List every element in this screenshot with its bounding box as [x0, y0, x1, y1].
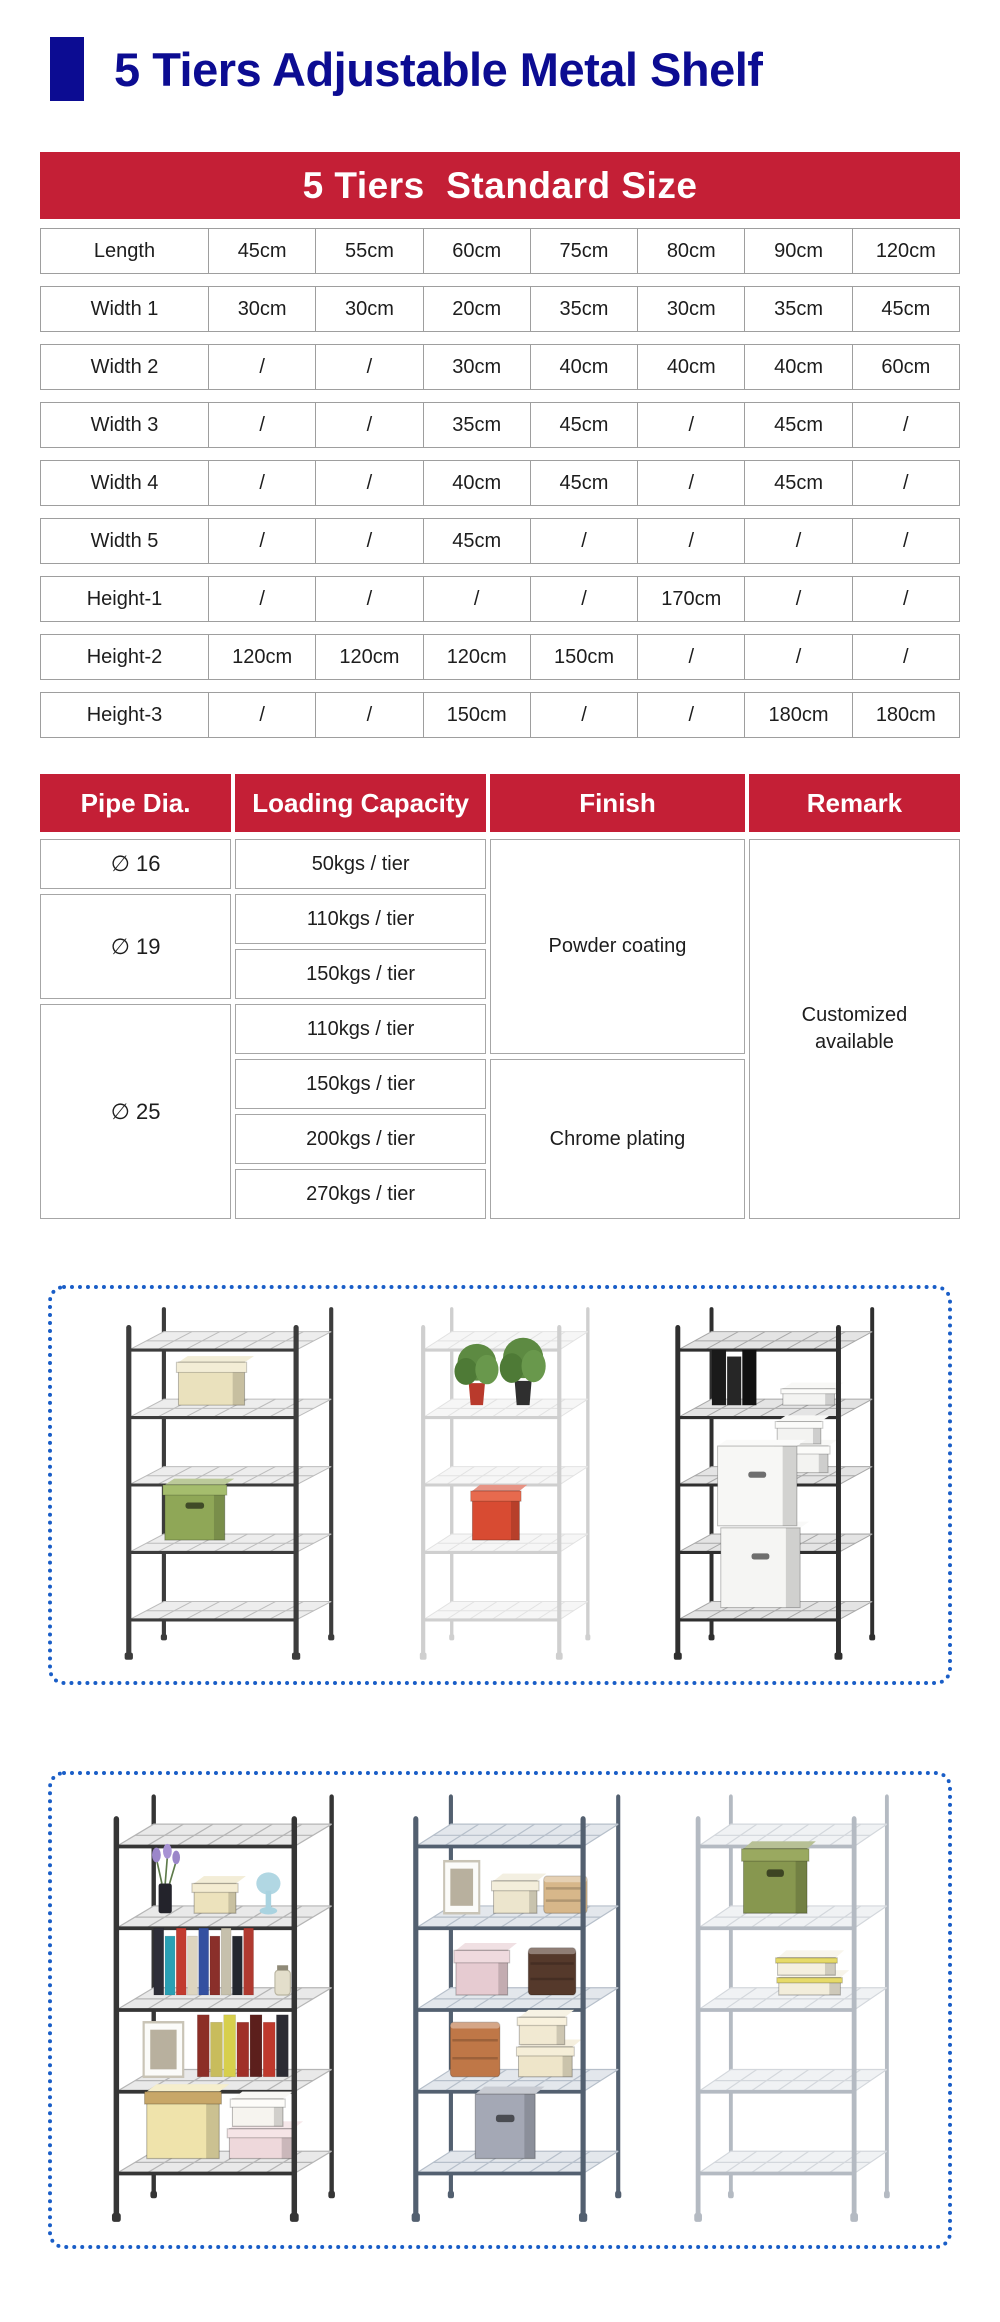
size-cell: 75cm — [530, 229, 637, 273]
size-row-label: Width 2 — [90, 355, 159, 378]
size-cell: / — [530, 577, 637, 621]
shelf-photo-gunmetal-baskets-image — [391, 1787, 643, 2233]
size-cell: / — [744, 635, 851, 679]
size-cell: / — [637, 403, 744, 447]
size-cell: 90cm — [744, 229, 851, 273]
size-cell: 35cm — [744, 287, 851, 331]
size-cell: 150cm — [530, 635, 637, 679]
size-cell: 40cm — [530, 345, 637, 389]
size-cell: 40cm — [423, 461, 530, 505]
size-cell: 45cm — [530, 403, 637, 447]
shelf-photo-chrome-image — [675, 1787, 910, 2233]
size-cell: 45cm — [530, 461, 637, 505]
size-cell: 170cm — [637, 577, 744, 621]
size-cell: / — [852, 635, 959, 679]
pipe-dia-cell: ∅ 19 — [40, 894, 231, 999]
page-title: 5 Tiers Adjustable Metal Shelf — [114, 42, 763, 96]
gallery-box-1 — [48, 1285, 952, 1685]
spec-table-header — [40, 774, 960, 832]
size-table — [40, 152, 960, 738]
size-cell: / — [208, 345, 315, 389]
size-table-row — [40, 286, 960, 332]
size-row-label: Width 3 — [90, 413, 159, 436]
remark-cell: Customized available — [749, 839, 960, 1219]
size-cell: 60cm — [423, 229, 530, 273]
capacity-cell: 50kgs / tier — [235, 839, 486, 889]
size-table-row — [40, 634, 960, 680]
size-cell: 120cm — [852, 229, 959, 273]
spec-header-cell: Loading Capacity — [235, 774, 486, 832]
size-table-banner: 5 Tiers Standard Size — [40, 152, 960, 219]
size-cell: 35cm — [530, 287, 637, 331]
size-cell: 30cm — [208, 287, 315, 331]
size-cell: / — [530, 693, 637, 737]
size-cell: / — [530, 519, 637, 563]
size-cell: 55cm — [315, 229, 422, 273]
shelf-photo-dark-storage-image — [654, 1301, 896, 1669]
size-row-label: Width 5 — [90, 529, 159, 552]
page-header — [50, 36, 1000, 102]
size-cell: / — [852, 403, 959, 447]
size-row-label: Width 1 — [90, 297, 159, 320]
size-cell: / — [315, 345, 422, 389]
shelf-photo-chrome — [675, 1787, 910, 2233]
size-table-row — [40, 344, 960, 390]
size-cell: 120cm — [315, 635, 422, 679]
size-cell: / — [637, 693, 744, 737]
spec-table — [40, 774, 960, 1219]
capacity-cell: 110kgs / tier — [235, 1004, 486, 1054]
finish-cell: Chrome plating — [490, 1059, 745, 1219]
size-cell: / — [423, 577, 530, 621]
capacity-cell: 110kgs / tier — [235, 894, 486, 944]
size-cell: / — [315, 461, 422, 505]
size-cell: / — [637, 519, 744, 563]
size-row-label: Height-3 — [86, 703, 163, 726]
size-cell: 45cm — [208, 229, 315, 273]
size-cell: 45cm — [744, 461, 851, 505]
pipe-dia-cell: ∅ 16 — [40, 839, 231, 889]
size-cell: 180cm — [852, 693, 959, 737]
size-cell: / — [852, 519, 959, 563]
size-cell: 45cm — [852, 287, 959, 331]
shelf-photo-dark-storage — [654, 1301, 896, 1669]
spec-header-cell: Remark — [749, 774, 960, 832]
product-sheet — [0, 36, 1000, 2249]
finish-cell: Powder coating — [490, 839, 745, 1054]
shelf-photo-black-bookshelf-image — [90, 1787, 358, 2233]
capacity-cell: 150kgs / tier — [235, 949, 486, 999]
size-cell: 30cm — [637, 287, 744, 331]
size-cell: 180cm — [744, 693, 851, 737]
gallery-box-2 — [48, 1771, 952, 2249]
size-cell: / — [315, 403, 422, 447]
size-cell: / — [744, 577, 851, 621]
size-cell: / — [208, 693, 315, 737]
shelf-photo-black-boxes — [104, 1301, 356, 1669]
size-cell: / — [637, 461, 744, 505]
size-cell: / — [208, 403, 315, 447]
size-table-row — [40, 228, 960, 274]
size-table-row — [40, 518, 960, 564]
size-cell: / — [637, 635, 744, 679]
capacity-cell: 270kgs / tier — [235, 1169, 486, 1219]
size-cell: 40cm — [744, 345, 851, 389]
size-row-label: Height-2 — [86, 645, 163, 668]
size-cell: / — [208, 577, 315, 621]
size-cell: / — [852, 461, 959, 505]
size-cell: 120cm — [208, 635, 315, 679]
spec-table-body — [40, 839, 960, 1219]
size-cell: 20cm — [423, 287, 530, 331]
size-cell: / — [315, 519, 422, 563]
size-cell: 30cm — [315, 287, 422, 331]
title-accent-block — [50, 37, 84, 101]
shelf-photo-black-boxes-image — [104, 1301, 356, 1669]
size-table-row — [40, 402, 960, 448]
capacity-cell: 150kgs / tier — [235, 1059, 486, 1109]
size-cell: / — [852, 577, 959, 621]
size-row-label: Width 4 — [90, 471, 159, 494]
spec-header-cell: Finish — [490, 774, 745, 832]
product-gallery — [48, 1285, 952, 2249]
shelf-photo-white-plants — [403, 1301, 608, 1669]
size-row-label: Length — [93, 239, 156, 262]
size-cell: 60cm — [852, 345, 959, 389]
shelf-photo-gunmetal-baskets — [391, 1787, 643, 2233]
size-cell: / — [208, 461, 315, 505]
size-cell: 30cm — [423, 345, 530, 389]
size-table-rows — [40, 228, 960, 738]
size-table-row — [40, 692, 960, 738]
size-cell: 40cm — [637, 345, 744, 389]
size-cell: / — [315, 693, 422, 737]
size-cell: / — [744, 519, 851, 563]
size-cell: / — [208, 519, 315, 563]
size-row-label: Height-1 — [86, 587, 163, 610]
shelf-photo-black-bookshelf — [90, 1787, 358, 2233]
size-cell: 45cm — [423, 519, 530, 563]
capacity-cell: 200kgs / tier — [235, 1114, 486, 1164]
size-cell: 45cm — [744, 403, 851, 447]
size-cell: 80cm — [637, 229, 744, 273]
size-table-row — [40, 576, 960, 622]
size-table-row — [40, 460, 960, 506]
size-cell: 120cm — [423, 635, 530, 679]
size-cell: / — [315, 577, 422, 621]
size-cell: 35cm — [423, 403, 530, 447]
shelf-photo-white-plants-image — [403, 1301, 608, 1669]
size-cell: 150cm — [423, 693, 530, 737]
spec-header-cell: Pipe Dia. — [40, 774, 231, 832]
pipe-dia-cell: ∅ 25 — [40, 1004, 231, 1219]
